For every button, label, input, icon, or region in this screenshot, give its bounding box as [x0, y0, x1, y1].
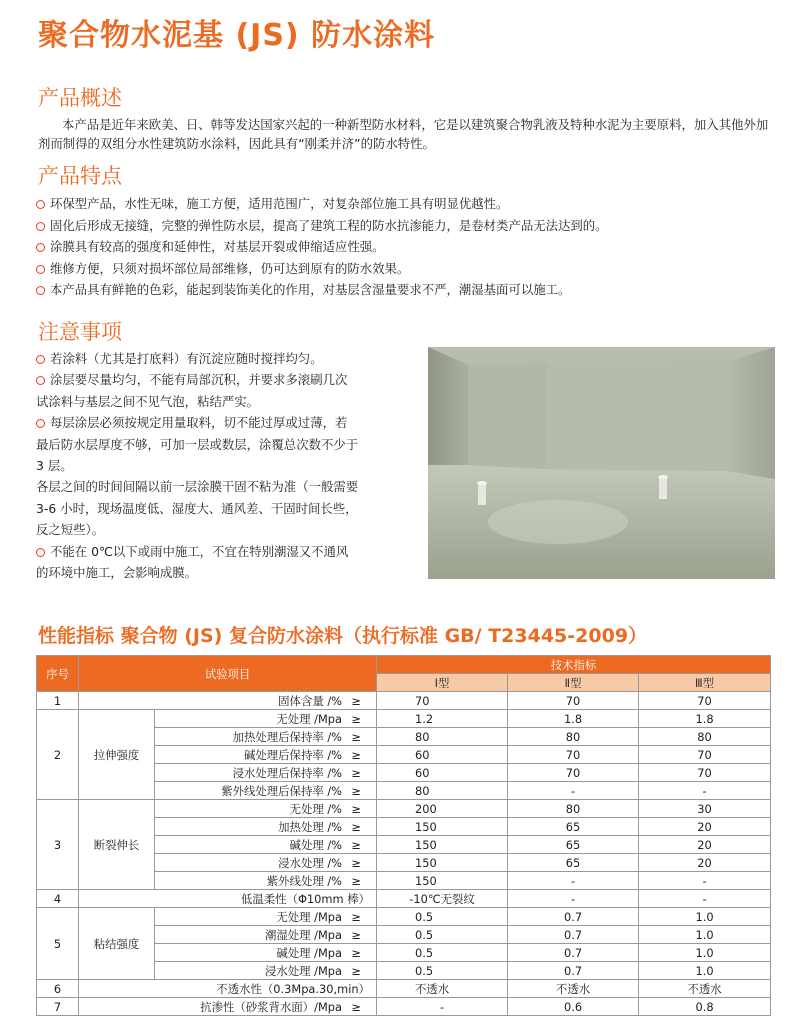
test-item-label: 无处理 /Mpa	[276, 909, 343, 924]
type2-value: 不透水	[508, 980, 639, 998]
list-item-cont: 3-6 小时，现场温度低、湿度大、通风差、干固时间长些，	[36, 500, 358, 516]
type3-value: 20	[639, 854, 771, 872]
list-item-cont: 3 层。	[36, 458, 73, 474]
performance-table	[36, 655, 771, 1016]
type2-value: 65	[508, 854, 639, 872]
type1-header: Ⅰ型	[377, 674, 508, 692]
page-title: 聚合物水泥基 (JS) 防水涂料	[38, 18, 436, 53]
test-item	[155, 962, 377, 980]
type3-value: 70	[639, 764, 771, 782]
test-item	[79, 890, 377, 908]
test-item-label: 浸水处理后保持率 /%	[232, 765, 343, 780]
list-item: 各层之间的时间间隔以前一层涂膜干固不粘为准（一般需要	[36, 479, 359, 495]
type3-value: -	[639, 890, 771, 908]
ge-symbol: ≥	[351, 801, 361, 816]
type3-value: 1.0	[639, 944, 771, 962]
type1-value: -	[377, 998, 508, 1016]
type3-value: 1.0	[639, 908, 771, 926]
ge-symbol: ≥	[351, 963, 361, 978]
test-item	[155, 872, 377, 890]
type3-value: 不透水	[639, 980, 771, 998]
test-item-label: 潮湿处理 /Mpa	[264, 927, 343, 942]
test-item-label: 加热处理后保持率 /%	[232, 729, 343, 744]
list-item-cont: 反之短些）。	[36, 522, 105, 538]
test-item-label: 碱处理 /Mpa	[276, 945, 343, 960]
type1-value: 150	[377, 854, 508, 872]
type3-value: -	[639, 872, 771, 890]
list-item: 涂膜具有较高的强度和延伸性，对基层开裂或伸缩适应性强。	[36, 236, 786, 258]
list-item-cont: 最后防水层厚度不够，可加一层或数层，涂覆总次数不少于	[36, 436, 359, 452]
list-item: 维修方便，只须对损坏部位局部维修，仍可达到原有的防水效果。	[36, 258, 786, 280]
list-item: 涂层要尽量均匀，不能有局部沉积，并要求多滚刷几次	[36, 369, 414, 390]
type1-value: 0.5	[377, 908, 508, 926]
type1-value: 1.2	[377, 710, 508, 728]
table-row	[37, 908, 771, 926]
overview-heading: 产品概述	[38, 86, 122, 110]
test-item-label: 浸水处理 /%	[278, 855, 343, 870]
ge-symbol: ≥	[351, 909, 361, 924]
notes-heading: 注意事项	[38, 320, 122, 344]
type2-value: 65	[508, 818, 639, 836]
type1-value: 0.5	[377, 944, 508, 962]
list-item: 环保型产品，水性无味，施工方便，适用范围广，对复杂部位施工具有明显优越性。	[36, 193, 786, 215]
test-item-label: 无处理 /%	[289, 801, 343, 816]
col-item-header: 试验项目	[79, 656, 377, 692]
ge-symbol: ≥	[351, 927, 361, 942]
list-item: 不能在 0℃以下或雨中施工，不宜在特别潮湿又不通风	[36, 541, 414, 562]
table-header-row	[37, 656, 771, 674]
group-name: 粘结强度	[79, 908, 155, 980]
type1-value: -10℃无裂纹	[377, 890, 508, 908]
type1-value: 80	[377, 782, 508, 800]
type2-value: 80	[508, 800, 639, 818]
test-item-label: 浸水处理 /Mpa	[264, 963, 343, 978]
type2-value: 70	[508, 764, 639, 782]
type3-value: 1.0	[639, 926, 771, 944]
type2-value: 70	[508, 746, 639, 764]
test-item-label: 紫外线处理 /%	[266, 873, 343, 888]
test-item-label: 抗渗性（砂浆背水面）/Mpa	[200, 999, 343, 1014]
type1-value: 150	[377, 872, 508, 890]
circle-bullet-icon	[36, 200, 45, 209]
type3-value: 30	[639, 800, 771, 818]
performance-heading: 性能指标 聚合物 (JS) 复合防水涂料（执行标准 GB/ T23445-2009）	[38, 625, 648, 647]
list-item: 本产品具有鲜艳的色彩，能起到装饰美化的作用，对基层含湿量要求不严，潮湿基面可以施工。	[36, 279, 786, 301]
test-item	[155, 746, 377, 764]
test-item	[155, 728, 377, 746]
type3-value: 70	[639, 692, 771, 710]
test-item	[79, 998, 377, 1016]
type3-value: 80	[639, 728, 771, 746]
table-row	[37, 890, 771, 908]
type1-value: 不透水	[377, 980, 508, 998]
type2-value: -	[508, 890, 639, 908]
test-item	[79, 980, 377, 998]
ge-symbol: ≥	[351, 837, 361, 852]
test-item-label: 紫外线处理后保持率 /%	[221, 783, 343, 798]
table-row	[37, 998, 771, 1016]
type1-value: 200	[377, 800, 508, 818]
table-row	[37, 800, 771, 818]
test-item	[155, 926, 377, 944]
test-item-label: 不透水性（0.3Mpa.30,min）	[216, 981, 371, 996]
list-item: 若涂料（尤其是打底料）有沉淀应随时搅拌均匀。	[36, 348, 414, 369]
ge-symbol: ≥	[351, 711, 361, 726]
type3-value: 1.8	[639, 710, 771, 728]
row-number: 2	[37, 710, 79, 800]
test-item-label: 碱处理后保持率 /%	[243, 747, 343, 762]
type2-value: 0.7	[508, 908, 639, 926]
test-item	[155, 710, 377, 728]
type2-value: 1.8	[508, 710, 639, 728]
circle-bullet-icon	[36, 265, 45, 274]
ge-symbol: ≥	[351, 765, 361, 780]
type2-value: -	[508, 782, 639, 800]
features-heading: 产品特点	[38, 164, 122, 188]
type2-value: 80	[508, 728, 639, 746]
type3-value: 20	[639, 818, 771, 836]
type2-value: 0.7	[508, 962, 639, 980]
type2-value: 70	[508, 692, 639, 710]
type1-value: 80	[377, 728, 508, 746]
col-no-header: 序号	[37, 656, 79, 692]
type3-value: 1.0	[639, 962, 771, 980]
type2-value: -	[508, 872, 639, 890]
row-number: 1	[37, 692, 79, 710]
circle-bullet-icon	[36, 222, 45, 231]
type1-value: 150	[377, 836, 508, 854]
circle-bullet-icon	[36, 548, 45, 557]
test-item	[155, 818, 377, 836]
list-item-cont: 试涂料与基层之间不见气泡，粘结严实。	[36, 393, 260, 409]
ge-symbol: ≥	[351, 819, 361, 834]
list-item-cont: 的环境中施工，会影响成膜。	[36, 565, 198, 581]
test-item	[79, 692, 377, 710]
circle-bullet-icon	[36, 355, 45, 364]
type1-value: 70	[377, 692, 508, 710]
group-name: 断裂伸长	[79, 800, 155, 890]
type2-value: 0.7	[508, 944, 639, 962]
type2-value: 0.7	[508, 926, 639, 944]
type3-value: 0.8	[639, 998, 771, 1016]
table-row	[37, 710, 771, 728]
type2-value: 0.6	[508, 998, 639, 1016]
circle-bullet-icon	[36, 376, 45, 385]
row-number: 6	[37, 980, 79, 998]
ge-symbol: ≥	[351, 999, 361, 1014]
row-number: 5	[37, 908, 79, 980]
ge-symbol: ≥	[351, 945, 361, 960]
test-item-label: 加热处理 /%	[278, 819, 343, 834]
type3-value: -	[639, 782, 771, 800]
type1-value: 60	[377, 746, 508, 764]
test-item	[155, 854, 377, 872]
row-number: 3	[37, 800, 79, 890]
table-row	[37, 980, 771, 998]
test-item	[155, 908, 377, 926]
ge-symbol: ≥	[351, 783, 361, 798]
type1-value: 150	[377, 818, 508, 836]
type2-header: Ⅱ型	[508, 674, 639, 692]
type3-header: Ⅲ型	[639, 674, 771, 692]
type1-value: 0.5	[377, 962, 508, 980]
test-item-label: 无处理 /Mpa	[276, 711, 343, 726]
circle-bullet-icon	[36, 286, 45, 295]
circle-bullet-icon	[36, 419, 45, 428]
ge-symbol: ≥	[351, 747, 361, 762]
test-item-label: 低温柔性（Φ10mm 棒）	[241, 891, 371, 906]
type1-value: 0.5	[377, 926, 508, 944]
test-item	[155, 836, 377, 854]
ge-symbol: ≥	[351, 729, 361, 744]
ge-symbol: ≥	[351, 873, 361, 888]
type2-value: 65	[508, 836, 639, 854]
notes-list	[36, 348, 414, 583]
test-item	[155, 782, 377, 800]
test-item	[155, 800, 377, 818]
group-name: 拉伸强度	[79, 710, 155, 800]
ge-symbol: ≥	[351, 855, 361, 870]
row-number: 7	[37, 998, 79, 1016]
test-item	[155, 764, 377, 782]
col-spec-header: 技术指标	[377, 656, 771, 674]
waterproof-room-photo	[428, 347, 775, 579]
test-item	[155, 944, 377, 962]
ge-symbol: ≥	[351, 693, 361, 708]
row-number: 4	[37, 890, 79, 908]
type3-value: 20	[639, 836, 771, 854]
list-item: 固化后形成无接缝，完整的弹性防水层，提高了建筑工程的防水抗渗能力，是卷材类产品无法达到的。	[36, 215, 786, 237]
table-row	[37, 692, 771, 710]
type1-value: 60	[377, 764, 508, 782]
test-item-label: 碱处理 /%	[289, 837, 343, 852]
list-item: 每层涂层必须按规定用量取料，切不能过厚或过薄，若	[36, 412, 414, 433]
type3-value: 70	[639, 746, 771, 764]
overview-text: 本产品是近年来欧美、日、韩等发达国家兴起的一种新型防水材料，它是以建筑聚合物乳液及特种水泥为主要原料，加入其他外加剂而制得的双组分水性建筑防水涂料，因此具有“刚柔并济”的防水特性。	[38, 117, 769, 151]
circle-bullet-icon	[36, 243, 45, 252]
features-list	[36, 193, 786, 301]
test-item-label: 固体含量 /%	[278, 693, 343, 708]
